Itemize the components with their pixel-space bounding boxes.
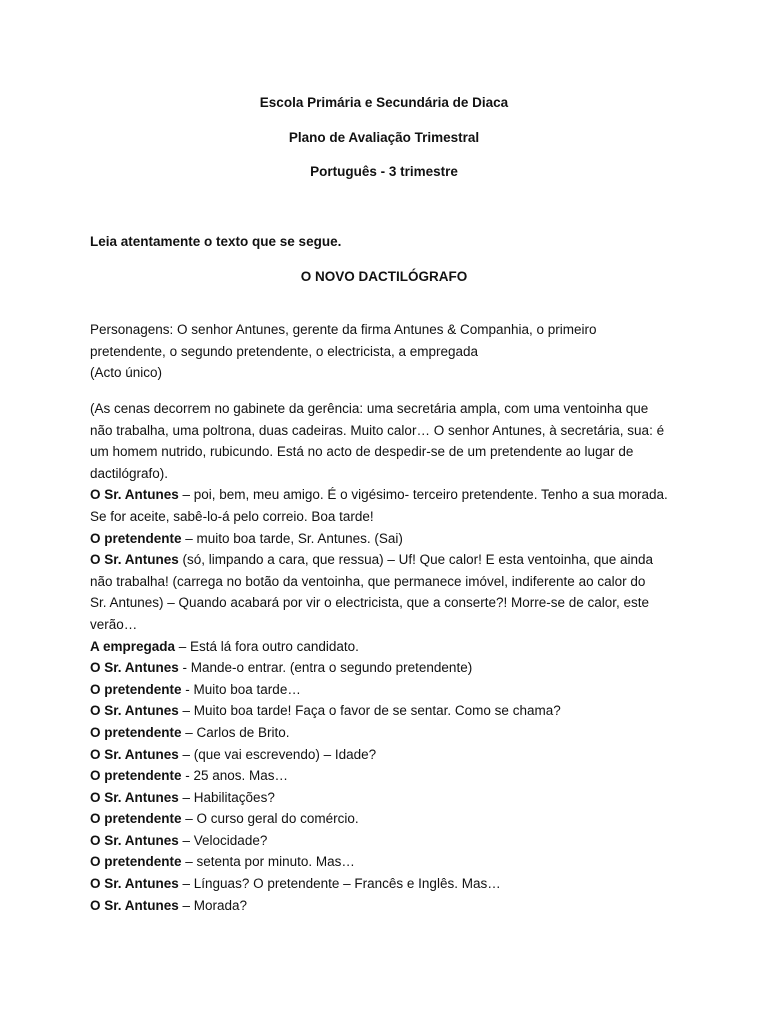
dialogue-line bbox=[90, 592, 690, 614]
text-title: O NOVO DACTILÓGRAFO bbox=[300, 269, 468, 284]
speaker-name: O Sr. Antunes bbox=[90, 552, 179, 568]
speaker-name: O Sr. Antunes bbox=[90, 660, 179, 676]
dialogue-line bbox=[90, 657, 690, 679]
dialogue-line bbox=[90, 571, 690, 593]
speaker-name: A empregada bbox=[90, 638, 176, 654]
characters-line: Personagens: O senhor Antunes, gerente da firma Antunes & Companhia, o primeiro bbox=[90, 322, 597, 337]
dialogue-line bbox=[90, 636, 690, 658]
characters-paragraph bbox=[90, 319, 690, 384]
stage-direction-line: um homem nutrido, rubicundo. Está no acto de despedir-se de um pretendente ao lugar de bbox=[90, 444, 634, 460]
dialogue-text: – O curso geral do comércio. bbox=[181, 811, 359, 827]
dialogue-line bbox=[90, 808, 690, 830]
dialogue-text: – Morada? bbox=[178, 897, 248, 913]
speaker-name: O pretendente bbox=[90, 811, 182, 827]
dialogue-text: – Carlos de Brito. bbox=[181, 724, 290, 740]
dialogue-text: – Línguas? O pretendente – Francês e Inglês. Mas… bbox=[178, 876, 501, 892]
speaker-name: O Sr. Antunes bbox=[90, 897, 179, 913]
dialogue-line bbox=[90, 873, 690, 895]
dialogue-line bbox=[90, 765, 690, 787]
dialogue-line bbox=[90, 851, 690, 873]
dialogue-line bbox=[90, 484, 690, 506]
speaker-name: O Sr. Antunes bbox=[90, 703, 179, 719]
dialogue-text: verão… bbox=[90, 616, 138, 632]
dialogue-line bbox=[90, 549, 690, 571]
dialogue-line bbox=[90, 744, 690, 766]
school-name: Escola Primária e Secundária de Diaca bbox=[259, 95, 509, 110]
script-body bbox=[90, 398, 690, 916]
speaker-name: O pretendente bbox=[90, 768, 182, 784]
characters-line: (Acto único) bbox=[90, 365, 163, 381]
dialogue-line bbox=[90, 787, 690, 809]
dialogue-text: - Muito boa tarde… bbox=[181, 681, 301, 697]
speaker-name: O pretendente bbox=[90, 530, 182, 546]
reading-instruction: Leia atentamente o texto que se segue. bbox=[90, 234, 342, 249]
subject-term: Português - 3 trimestre bbox=[310, 164, 458, 179]
speaker-name: O pretendente bbox=[90, 681, 182, 697]
dialogue-text: – (que vai escrevendo) – Idade? bbox=[178, 746, 377, 762]
dialogue-text: não trabalha! (carrega no botão da ventoinha, que permanece imóvel, indiferente ao calor do bbox=[90, 573, 646, 589]
dialogue-text: – setenta por minuto. Mas… bbox=[181, 854, 355, 870]
characters-line: pretendente, o segundo pretendente, o electricista, a empregada bbox=[90, 343, 479, 359]
speaker-name: O Sr. Antunes bbox=[90, 876, 179, 892]
dialogue-text: – Muito boa tarde! Faça o favor de se sentar. Como se chama? bbox=[178, 703, 561, 719]
dialogue-text: Se for aceite, sabê-lo-á pelo correio. Boa tarde! bbox=[90, 508, 374, 524]
dialogue-line bbox=[90, 895, 690, 917]
dialogue-text: - Mande-o entrar. (entra o segundo pretendente) bbox=[178, 660, 473, 676]
dialogue-line bbox=[90, 830, 690, 852]
dialogue-text: – Velocidade? bbox=[178, 832, 268, 848]
dialogue-line bbox=[90, 614, 690, 636]
speaker-name: O Sr. Antunes bbox=[90, 487, 179, 503]
speaker-name: O pretendente bbox=[90, 854, 182, 870]
stage-direction-line: dactilógrafo). bbox=[90, 465, 169, 481]
evaluation-plan-title: Plano de Avaliação Trimestral bbox=[288, 130, 480, 145]
dialogue-text: – Habilitações? bbox=[178, 789, 275, 805]
stage-direction-line: (As cenas decorrem no gabinete da gerência: uma secretária ampla, com uma ventoinha que bbox=[90, 401, 649, 416]
dialogue-line bbox=[90, 679, 690, 701]
speaker-name: O Sr. Antunes bbox=[90, 746, 179, 762]
dialogue-text: – Está lá fora outro candidato. bbox=[175, 638, 359, 654]
dialogue-text: – muito boa tarde, Sr. Antunes. (Sai) bbox=[181, 530, 403, 546]
dialogue-line bbox=[90, 722, 690, 744]
dialogue-text: - 25 anos. Mas… bbox=[181, 768, 289, 784]
stage-direction-line: não trabalha, uma poltrona, duas cadeiras. Muito calor… O senhor Antunes, à secretária, sua: é bbox=[90, 422, 665, 438]
speaker-name: O Sr. Antunes bbox=[90, 789, 179, 805]
dialogue-line bbox=[90, 528, 690, 550]
speaker-name: O Sr. Antunes bbox=[90, 832, 179, 848]
speaker-name: O pretendente bbox=[90, 724, 182, 740]
dialogue-text: – poi, bem, meu amigo. É o vigésimo- terceiro pretendente. Tenho a sua morada. bbox=[178, 487, 668, 503]
dialogue-text: (só, limpando a cara, que ressua) – Uf! Que calor! E esta ventoinha, que ainda bbox=[178, 552, 654, 568]
dialogue-text: Sr. Antunes) – Quando acabará por vir o electricista, que a conserte?! Morre-se de calor, este bbox=[90, 595, 650, 611]
dialogue-line bbox=[90, 506, 690, 528]
dialogue-line bbox=[90, 700, 690, 722]
